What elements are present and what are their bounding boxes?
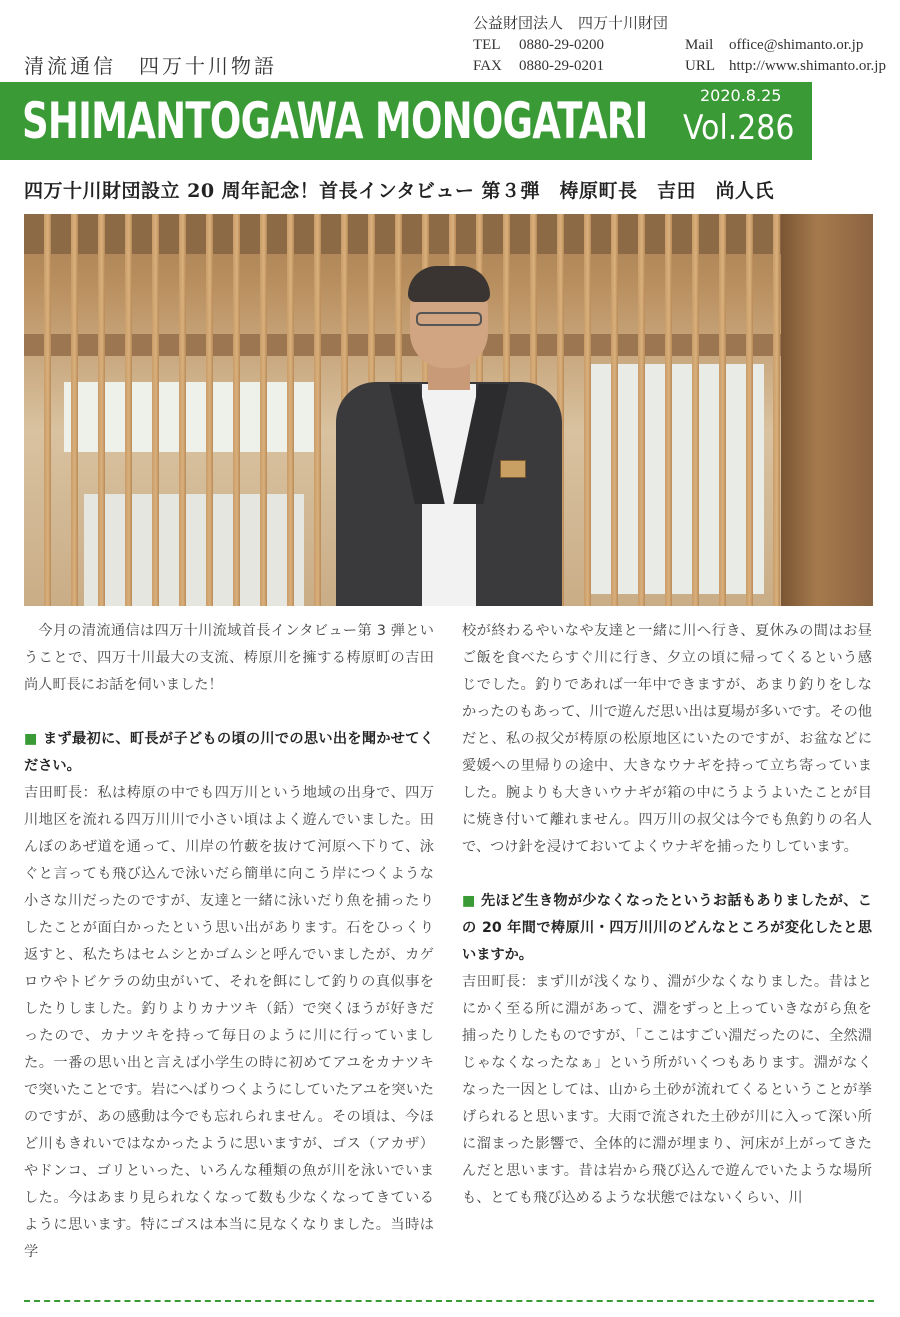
- question-1-text: まず最初に、町長が子どもの頃の川での思い出を聞かせてください。: [24, 731, 434, 774]
- fax-number: 0880-29-0201: [519, 58, 604, 74]
- org-tel-row: [473, 35, 886, 56]
- answer-1-part-1: 吉田町長：私は梼原の中でも四万川という地域の出身で、四万川地区を流れる四万川川で小さい頃はよく遊んでいました。田んぼのあぜ道を通って、川岸の竹藪を抜けて河原へ下りて、泳ぐと言っても飛び込んで泳いだら簡単に向こう岸につくような小さな川だったのですが、友達と一緒に泳いだり魚を捕ったりしたことが面白かったという思い出があります。石をひっくり返すと、私たちはセムシとかゴムシと呼んでいましたが、カゲロウやトビケラの幼虫がいて、それを餌にして釣りの真似事をしたりしました。釣りよりカナツキ（銛）で突くほうが好きだったので、カナツキを持って毎日のように川に行っていました。一番の思い出と言えば小学生の時に初めてアユをカナツキで突いたことです。岩にへばりつくようにしていたアユを突いたのですが、あの感動は今でも忘れられません。その頃は、今ほど川もきれいではなかったように思いますが、ゴス（アカザ）やドンコ、ゴリといった、いろんな種類の魚が川を泳いでいました。今はあまり見られなくなって数も少なくなってきているように思います。特にゴスは本当に見なくなりました。当時は学: [24, 785, 434, 1260]
- masthead-banner: [0, 82, 812, 160]
- url-label: URL: [685, 58, 715, 74]
- tel-number: 0880-29-0200: [519, 37, 604, 53]
- question-1: [24, 726, 434, 780]
- issue-date: 2020.8.25: [700, 86, 782, 105]
- fax-label: FAX: [473, 58, 502, 74]
- glasses-icon: [416, 312, 482, 326]
- question-2: [462, 888, 872, 969]
- mayor-portrait: [324, 264, 574, 606]
- org-fax-row: [473, 56, 886, 77]
- article-intro: 今月の清流通信は四万十川流域首長インタビュー第 3 弾ということで、四万十川最大の支流、梼原川を擁する梼原町の吉田尚人町長にお話を伺いました！: [24, 623, 434, 693]
- answer-2: 吉田町長：まず川が浅くなり、淵が少なくなりました。昔はとにかく至る所に淵があって、淵をずっと上っていきながら魚を捕ったりしたものですが、「ここはすごい淵だったのに、全然淵じゃなくなったなぁ」という所がいくつもあります。淵がなくなった一因としては、山から土砂が流れてくるということが挙げられると思います。大雨で流された土砂が川に入って深い所に溜まった影響で、全体的に淵が埋まり、河床が上がってきたんだと思います。昔は岩から飛び込んで遊んでいたような場所も、とても飛び込めるような状態ではないくらい、川: [462, 974, 872, 1206]
- question-2-text: 先ほど生き物が少なくなったというお話もありましたが、この 20 年間で梼原川・四万川川のどんなところが変化したと思いますか。: [462, 893, 872, 963]
- tel-label: TEL: [473, 37, 501, 53]
- wooden-wall: [781, 214, 873, 606]
- article-headline: 四万十川財団設立 20 周年記念！首長インタビュー 第３弾 梼原町長 吉田 尚人氏: [24, 180, 775, 202]
- hair: [408, 266, 490, 302]
- interview-photo: [24, 214, 873, 606]
- org-info: [473, 14, 886, 77]
- website-link[interactable]: http://www.shimanto.or.jp: [729, 58, 886, 74]
- issue-volume: Vol.286: [683, 108, 795, 148]
- mail-label: Mail: [685, 37, 714, 53]
- mail-address[interactable]: office@shimanto.or.jp: [729, 37, 864, 53]
- answer-1-part-2: 校が終わるやいなや友達と一緒に川へ行き、夏休みの間はお昼ご飯を食べたらすぐ川に行き、夕立の頃に帰ってくるという感じでした。釣りであれば一年中できますが、あまり釣りをしなかったのもあって、川で遊んだ思い出は夏場が多いです。その他だと、私の叔父が梼原の松原地区にいたのですが、お盆などに愛媛への里帰りの途中、大きなウナギを持って立ち寄っていました。腕よりも大きいウナギが箱の中にうようよいたことが目に焼き付いて離れません。四万川の叔父は今でも魚釣りの名人で、つけ針を浸けておいてよくウナギを捕ったりしています。: [462, 623, 872, 855]
- square-bullet-icon: ■: [462, 893, 481, 909]
- article-column-left: [24, 618, 434, 1266]
- org-name: 公益財団法人 四万十川財団: [473, 16, 669, 32]
- article-column-right: [462, 618, 872, 1212]
- name-badge: [500, 460, 526, 478]
- masthead-logo: SHIMANTOGAWA MONOGATARI: [22, 92, 648, 150]
- dashed-divider: [24, 1300, 874, 1302]
- series-title: 清流通信 四万十川物語: [24, 54, 277, 78]
- square-bullet-icon: ■: [24, 731, 43, 747]
